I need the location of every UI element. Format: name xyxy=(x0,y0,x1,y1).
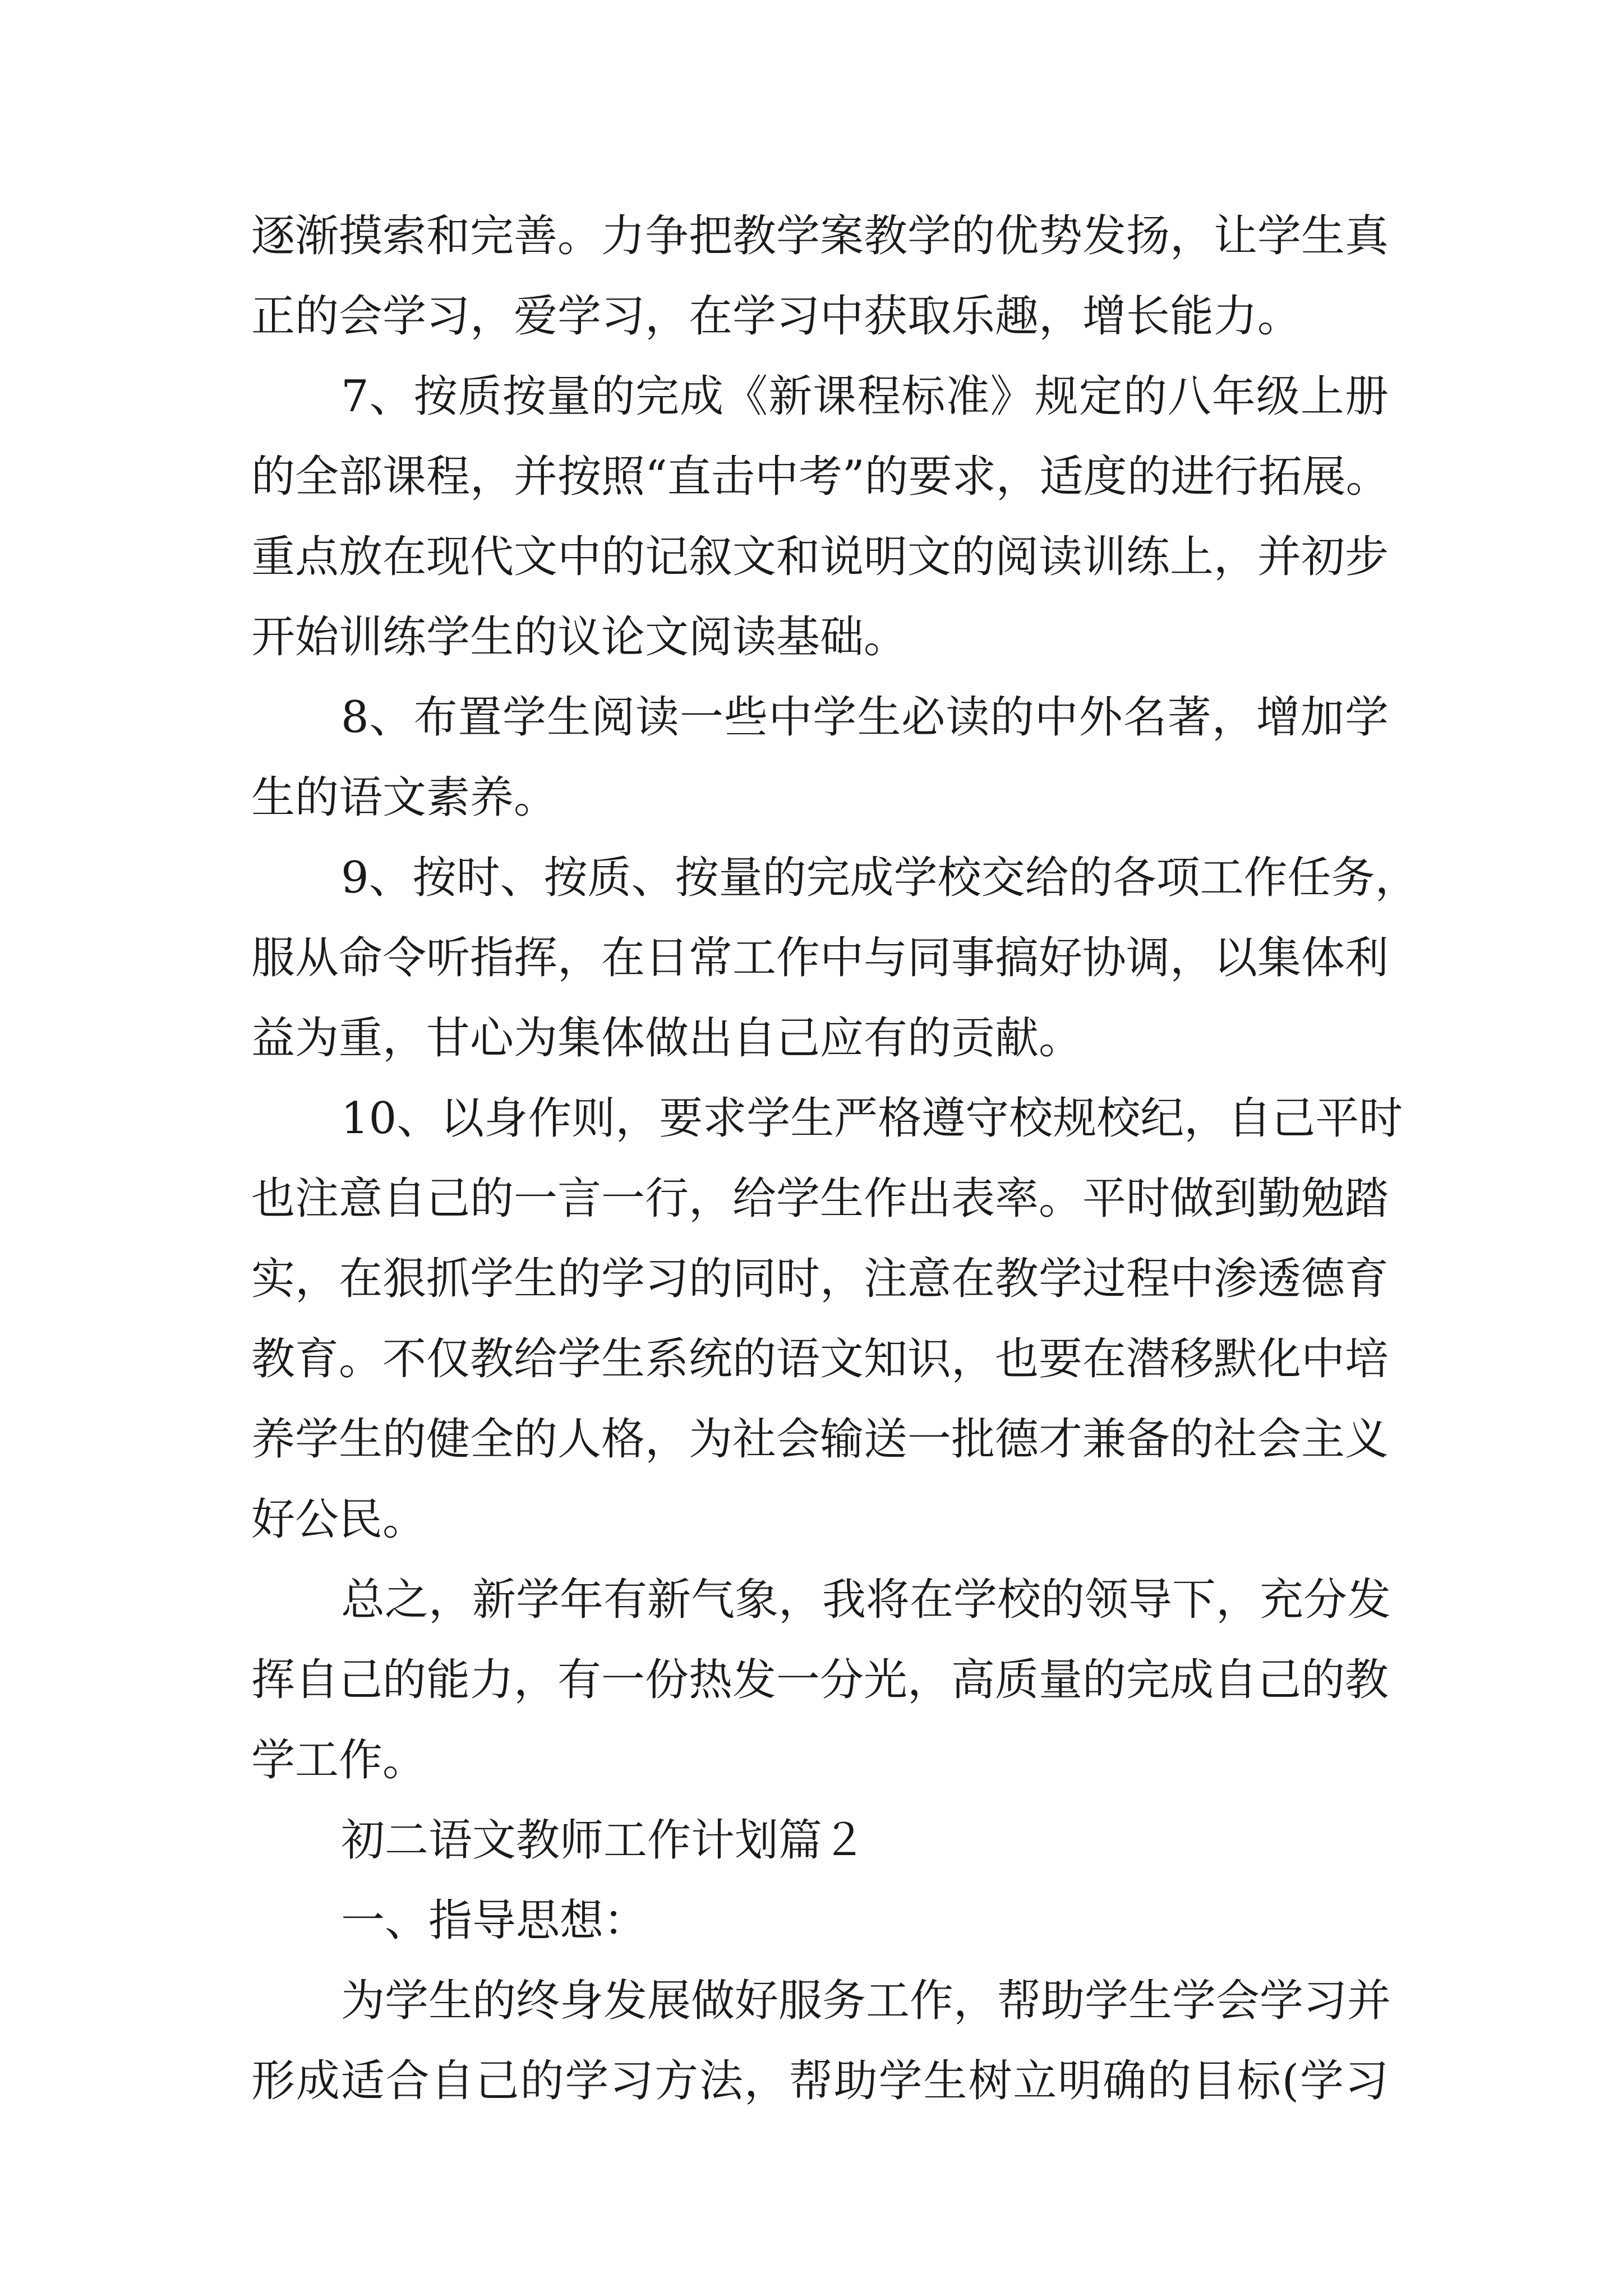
subsection-heading: 一、指导思想： xyxy=(341,1895,648,1946)
text-line: 10、以身作则，要求学生严格遵守校规校纪，自己平时 xyxy=(341,1093,1403,1144)
text-line: 挥自己的能力，有一份热发一分光，高质量的完成自己的教 xyxy=(251,1655,1389,1705)
text-line: 的全部课程，并按照“直击中考”的要求，适度的进行拓展。 xyxy=(251,452,1390,502)
text-line: 养学生的健全的人格，为社会输送一批德才兼备的社会主义 xyxy=(251,1414,1389,1465)
text-line: 正的会学习，爱学习，在学习中获取乐趣，增长能力。 xyxy=(251,291,1302,342)
text-line: 生的语文素养。 xyxy=(251,772,558,823)
section-heading: 初二语文教师工作计划篇２ xyxy=(341,1815,866,1866)
text-line: 实，在狠抓学生的学习的同时，注意在教学过程中渗透德育 xyxy=(251,1254,1389,1304)
text-line: 开始训练学生的议论文阅读基础。 xyxy=(251,612,908,662)
text-line: 形成适合自己的学习方法，帮助学生树立明确的目标(学习 xyxy=(251,2056,1389,2106)
text-line: 也注意自己的一言一行，给学生作出表率。平时做到勤勉踏 xyxy=(251,1174,1389,1224)
text-line: 8、布置学生阅读一些中学生必读的中外名著，增加学 xyxy=(341,692,1389,743)
text-line: 好公民。 xyxy=(251,1494,427,1545)
text-line: 逐渐摸索和完善。力争把教学案教学的优势发扬，让学生真 xyxy=(251,211,1389,261)
text-line: 9、按时、按质、按量的完成学校交给的各项工作任务， xyxy=(341,853,1419,903)
text-line: 重点放在现代文中的记叙文和说明文的阅读训练上，并初步 xyxy=(251,532,1389,582)
text-line: 总之，新学年有新气象，我将在学校的领导下，充分发 xyxy=(341,1575,1391,1625)
text-line: 学工作。 xyxy=(251,1735,427,1786)
text-line: 教育。不仅教给学生系统的语文知识，也要在潜移默化中培 xyxy=(251,1334,1389,1384)
text-line: 7、按质按量的完成《新课程标准》规定的八年级上册 xyxy=(341,371,1389,422)
text-line: 为学生的终身发展做好服务工作，帮助学生学会学习并 xyxy=(341,1976,1391,2026)
document-body xyxy=(251,210,1419,2136)
text-line: 服从命令听指挥，在日常工作中与同事搞好协调，以集体利 xyxy=(251,933,1389,983)
text-line: 益为重，甘心为集体做出自己应有的贡献。 xyxy=(251,1013,1083,1064)
